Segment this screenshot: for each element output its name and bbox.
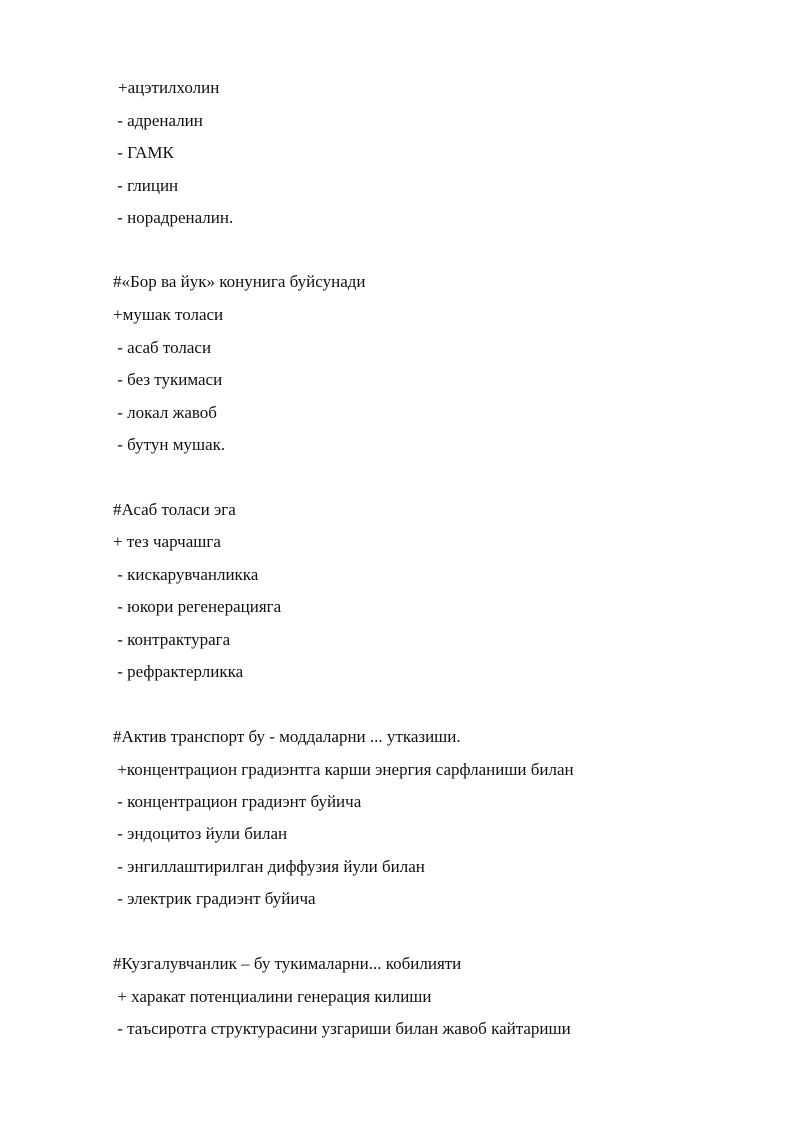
answer-line: - юкори регенерацияга [113,597,282,616]
answer-line: - электрик градиэнт буйича [113,889,316,908]
answer-line: - без тукимаси [113,370,223,389]
answer-line: + харакат потенциалини генерация килиши [113,987,432,1006]
answer-line: +ацэтилхолин [118,78,220,97]
answer-line: - энгиллаштирилган диффузия йули билан [113,857,425,876]
question-line: #Актив транспорт бу - моддаларни ... утказиши. [113,727,461,746]
question-line: #Кузгалувчанлик – бу тукималарни... кобилияти [113,954,462,973]
answer-line: - глицин [113,176,179,195]
answer-line: +мушак толаси [113,305,224,324]
question-line: #«Бор ва йук» конунига буйсунади [113,272,366,291]
answer-line: + тез чарчашга [113,532,221,551]
answer-line: - концентрацион градиэнт буйича [113,792,362,811]
answer-line: - ГАМК [113,143,174,162]
answer-line: - асаб толаси [113,338,212,357]
answer-line: - эндоцитоз йули билан [113,824,288,843]
answer-line: - локал жавоб [113,403,217,422]
answer-line: +концентрацион градиэнтга карши энергия сарфланиши билан [113,760,574,779]
answer-line: - рефрактерликка [113,662,244,681]
answer-line: - контрактурага [113,630,231,649]
answer-line: - таъсиротга структурасини узгариши билан жавоб кайтариши [113,1019,571,1038]
answer-line: - бутун мушак. [113,435,226,454]
answer-line: - адреналин [113,111,203,130]
answer-line: - норадреналин. [113,208,234,227]
question-line: #Асаб толаси эга [113,500,236,519]
answer-line: - кискарувчанликка [113,565,259,584]
